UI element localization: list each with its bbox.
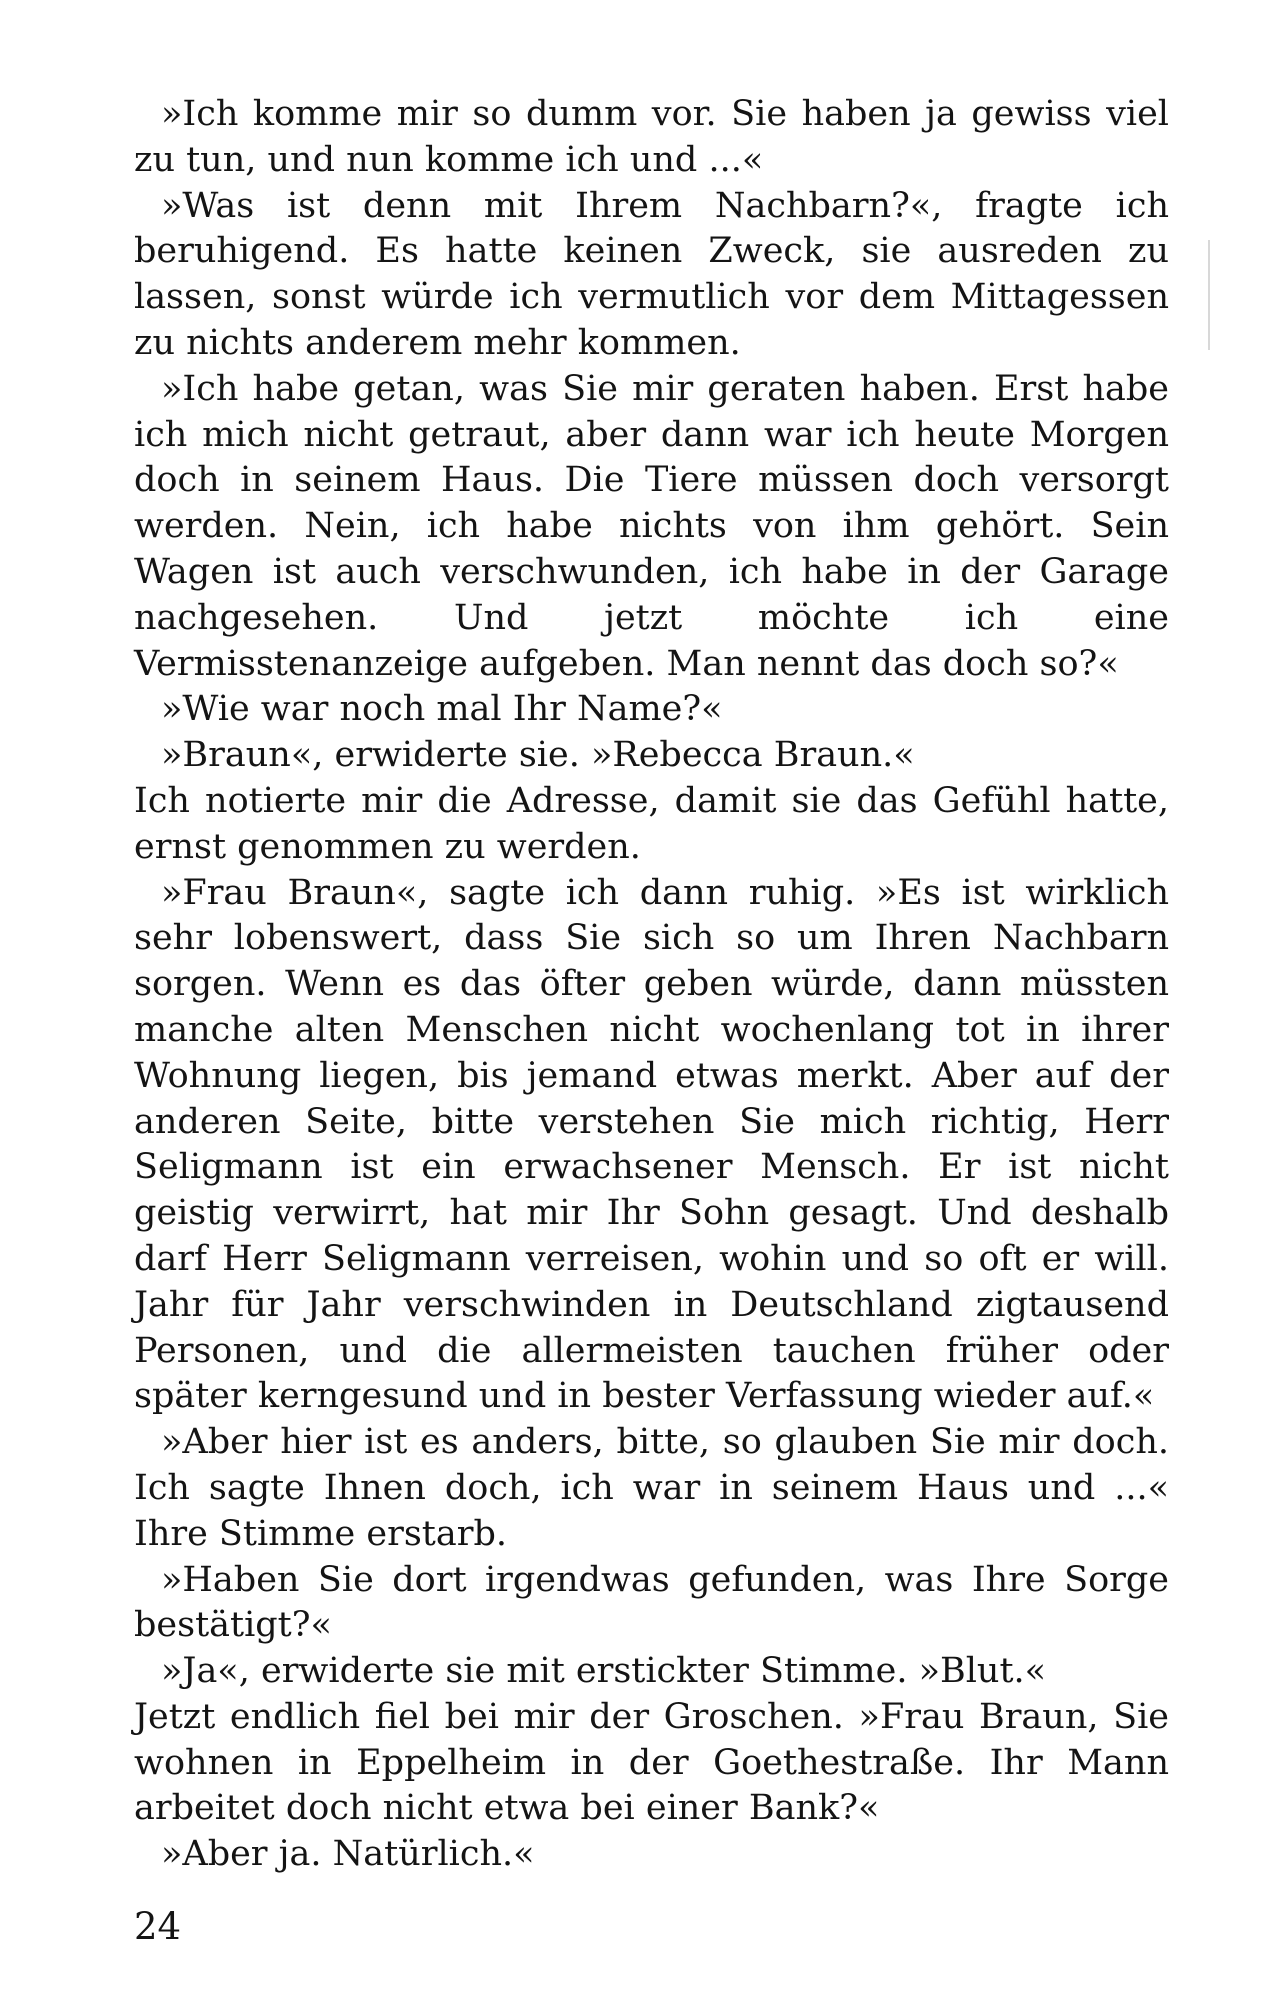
paragraph: »Ich komme mir so dumm vor. Sie haben ja gewiss viel zu tun, und nun komme ich und ...«	[134, 94, 1169, 180]
paragraph: »Haben Sie dort irgendwas gefunden, was Ihre Sorge bestätigt?«	[134, 1559, 1169, 1646]
paragraph: »Aber hier ist es anders, bitte, so glauben Sie mir doch. Ich sagte Ihnen doch, ich war in seinem Haus und ...« Ihre Stimme erstarb.	[134, 1422, 1169, 1554]
paragraph: »Ich habe getan, was Sie mir geraten haben. Erst habe ich mich nicht getraut, aber dann war ich heute Morgen doch in seinem Haus. Die Tiere müssen doch versorgt werden. Nein, ich habe nichts von ihm gehört. Sein Wagen ist auch verschwunden, ich habe in der Garage nachgesehen. Und jetzt möchte ich eine Vermisstenanzeige aufgeben. Man nennt das doch so?«	[134, 368, 1169, 684]
body-text	[134, 92, 1169, 1878]
scan-edge-mark	[1208, 240, 1210, 350]
paragraph: »Wie war noch mal Ihr Name?«	[161, 689, 723, 730]
paragraph: Ich notierte mir die Adresse, damit sie das Gefühl hatte, ernst genommen zu werden.	[134, 780, 1169, 867]
paragraph: »Frau Braun«, sagte ich dann ruhig. »Es ist wirklich sehr lobenswert, dass Sie sich so um Ihren Nachbarn sorgen. Wenn es das öfter geben würde, dann müssten manche alten Menschen nicht wochenlang tot in ihrer Wohnung liegen, bis jemand etwas merkt. Aber auf der anderen Seite, bitte verstehen Sie mich richtig, Herr Seligmann ist ein erwachsener Mensch. Er ist nicht geistig verwirrt, hat mir Ihr Sohn gesagt. Und deshalb darf Herr Seligmann verreisen, wohin und so oft er will. Jahr für Jahr verschwinden in Deutschland zigtausend Personen, und die allermeisten tauchen früher oder später kerngesund und in bester Verfassung wieder auf.«	[134, 872, 1169, 1417]
paragraph: »Braun«, erwiderte sie. »Rebecca Braun.«	[161, 735, 915, 776]
page-number: 24	[134, 1905, 182, 1948]
paragraph: »Aber ja. Natürlich.«	[161, 1834, 535, 1875]
paragraph: »Was ist denn mit Ihrem Nachbarn?«, fragte ich beruhigend. Es hatte keinen Zweck, sie ausreden zu lassen, sonst würde ich vermutlich vor dem Mittagessen zu nichts anderem mehr kommen.	[134, 185, 1169, 363]
paragraph: »Ja«, erwiderte sie mit erstickter Stimme. »Blut.«	[161, 1651, 1047, 1692]
paragraph: Jetzt endlich fiel bei mir der Groschen. »Frau Braun, Sie wohnen in Eppelheim in der Goethestraße. Ihr Mann arbeitet doch nicht etwa bei einer Bank?«	[134, 1696, 1169, 1829]
